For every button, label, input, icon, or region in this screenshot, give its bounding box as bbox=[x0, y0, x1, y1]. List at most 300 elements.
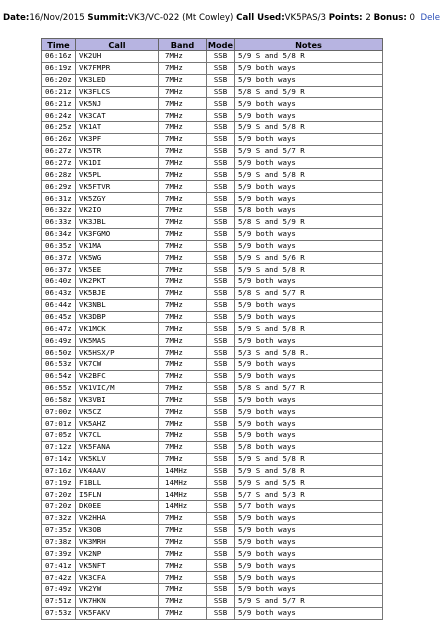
cell-call: VK3NBL bbox=[76, 299, 159, 311]
cell-time: 06:33z bbox=[42, 216, 76, 228]
cell-band: 7MHz bbox=[159, 441, 207, 453]
cell-call: VK3CFA bbox=[76, 572, 159, 584]
cell-band: 7MHz bbox=[159, 607, 207, 619]
cell-notes: 5/9 both ways bbox=[235, 583, 383, 595]
cell-band: 7MHz bbox=[159, 98, 207, 110]
cell-notes: 5/9 both ways bbox=[235, 430, 383, 442]
cell-notes: 5/9 both ways bbox=[235, 358, 383, 370]
cell-mode: SSB bbox=[207, 406, 235, 418]
cell-notes: 5/9 both ways bbox=[235, 524, 383, 536]
cell-band: 7MHz bbox=[159, 382, 207, 394]
cell-mode: SSB bbox=[207, 311, 235, 323]
cell-call: VK3DBP bbox=[76, 311, 159, 323]
cell-time: 07:42z bbox=[42, 572, 76, 584]
table-row bbox=[42, 394, 383, 406]
cell-time: 06:45z bbox=[42, 311, 76, 323]
cell-time: 06:26z bbox=[42, 133, 76, 145]
cell-time: 07:32z bbox=[42, 512, 76, 524]
cell-mode: SSB bbox=[207, 204, 235, 216]
cell-call: VK5AHZ bbox=[76, 418, 159, 430]
cell-call: VK5FAKV bbox=[76, 607, 159, 619]
table-row bbox=[42, 193, 383, 205]
cell-notes: 5/3 S and 5/8 R. bbox=[235, 347, 383, 359]
cell-time: 06:58z bbox=[42, 394, 76, 406]
table-row bbox=[42, 524, 383, 536]
cell-time: 07:35z bbox=[42, 524, 76, 536]
cell-time: 07:38z bbox=[42, 536, 76, 548]
cell-mode: SSB bbox=[207, 536, 235, 548]
summit-value: VK3/VC-022 (Mt Cowley) bbox=[128, 13, 234, 23]
cell-notes: 5/9 both ways bbox=[235, 548, 383, 560]
table-row bbox=[42, 133, 383, 145]
cell-band: 7MHz bbox=[159, 418, 207, 430]
table-row bbox=[42, 240, 383, 252]
cell-call: VK3VBI bbox=[76, 394, 159, 406]
cell-time: 07:12z bbox=[42, 441, 76, 453]
cell-notes: 5/9 both ways bbox=[235, 418, 383, 430]
cell-notes: 5/8 both ways bbox=[235, 204, 383, 216]
cell-band: 7MHz bbox=[159, 572, 207, 584]
cell-notes: 5/9 both ways bbox=[235, 276, 383, 288]
cell-notes: 5/9 both ways bbox=[235, 394, 383, 406]
cell-mode: SSB bbox=[207, 607, 235, 619]
cell-call: VK3PF bbox=[76, 133, 159, 145]
cell-time: 06:16z bbox=[42, 51, 76, 63]
cell-band: 7MHz bbox=[159, 394, 207, 406]
cell-call: VK5ZGY bbox=[76, 193, 159, 205]
table-row bbox=[42, 382, 383, 394]
cell-call: VK3FGMO bbox=[76, 228, 159, 240]
table-row bbox=[42, 358, 383, 370]
cell-time: 06:55z bbox=[42, 382, 76, 394]
table-row bbox=[42, 169, 383, 181]
cell-mode: SSB bbox=[207, 335, 235, 347]
cell-notes: 5/8 S and 5/9 R bbox=[235, 216, 383, 228]
cell-notes: 5/9 S and 5/8 R bbox=[235, 169, 383, 181]
cell-band: 7MHz bbox=[159, 181, 207, 193]
call-used-label: Call Used: bbox=[236, 13, 285, 23]
cell-band: 7MHz bbox=[159, 311, 207, 323]
cell-mode: SSB bbox=[207, 169, 235, 181]
cell-time: 06:31z bbox=[42, 193, 76, 205]
cell-mode: SSB bbox=[207, 430, 235, 442]
table-row bbox=[42, 287, 383, 299]
cell-call: VK3CAT bbox=[76, 110, 159, 122]
cell-time: 06:47z bbox=[42, 323, 76, 335]
cell-mode: SSB bbox=[207, 110, 235, 122]
cell-time: 07:14z bbox=[42, 453, 76, 465]
cell-notes: 5/8 S and 5/7 R bbox=[235, 382, 383, 394]
cell-notes: 5/9 both ways bbox=[235, 133, 383, 145]
cell-time: 07:20z bbox=[42, 501, 76, 513]
bonus-value: 0 bbox=[409, 13, 416, 23]
cell-band: 7MHz bbox=[159, 122, 207, 134]
cell-band: 7MHz bbox=[159, 264, 207, 276]
cell-notes: 5/9 both ways bbox=[235, 62, 383, 74]
table-row bbox=[42, 453, 383, 465]
cell-mode: SSB bbox=[207, 51, 235, 63]
cell-notes: 5/9 both ways bbox=[235, 181, 383, 193]
delete-link[interactable]: Dele bbox=[420, 13, 440, 23]
cell-time: 07:20z bbox=[42, 489, 76, 501]
cell-time: 06:28z bbox=[42, 169, 76, 181]
table-row bbox=[42, 560, 383, 572]
cell-call: VK5EE bbox=[76, 264, 159, 276]
table-row bbox=[42, 572, 383, 584]
table-row bbox=[42, 276, 383, 288]
cell-notes: 5/9 both ways bbox=[235, 335, 383, 347]
cell-time: 07:39z bbox=[42, 548, 76, 560]
cell-notes: 5/9 both ways bbox=[235, 311, 383, 323]
cell-mode: SSB bbox=[207, 276, 235, 288]
cell-time: 06:27z bbox=[42, 157, 76, 169]
cell-time: 06:21z bbox=[42, 86, 76, 98]
cell-time: 06:54z bbox=[42, 370, 76, 382]
cell-band: 7MHz bbox=[159, 157, 207, 169]
table-row bbox=[42, 86, 383, 98]
table-row bbox=[42, 204, 383, 216]
table-row bbox=[42, 122, 383, 134]
cell-time: 07:51z bbox=[42, 595, 76, 607]
cell-mode: SSB bbox=[207, 133, 235, 145]
cell-mode: SSB bbox=[207, 418, 235, 430]
cell-notes: 5/9 S and 5/6 R bbox=[235, 252, 383, 264]
cell-call: VK1DI bbox=[76, 157, 159, 169]
cell-time: 07:41z bbox=[42, 560, 76, 572]
cell-band: 7MHz bbox=[159, 169, 207, 181]
table-row bbox=[42, 181, 383, 193]
cell-band: 7MHz bbox=[159, 583, 207, 595]
cell-call: VK4AAV bbox=[76, 465, 159, 477]
cell-time: 07:05z bbox=[42, 430, 76, 442]
table-row bbox=[42, 299, 383, 311]
cell-band: 7MHz bbox=[159, 430, 207, 442]
cell-notes: 5/9 both ways bbox=[235, 98, 383, 110]
cell-time: 06:20z bbox=[42, 74, 76, 86]
cell-call: VK2PKT bbox=[76, 276, 159, 288]
cell-mode: SSB bbox=[207, 441, 235, 453]
table-row bbox=[42, 110, 383, 122]
cell-notes: 5/7 S and 5/3 R bbox=[235, 489, 383, 501]
cell-mode: SSB bbox=[207, 595, 235, 607]
cell-time: 06:34z bbox=[42, 228, 76, 240]
cell-mode: SSB bbox=[207, 524, 235, 536]
cell-mode: SSB bbox=[207, 453, 235, 465]
cell-notes: 5/7 both ways bbox=[235, 501, 383, 513]
cell-time: 06:40z bbox=[42, 276, 76, 288]
cell-call: VK1MCK bbox=[76, 323, 159, 335]
cell-notes: 5/9 both ways bbox=[235, 512, 383, 524]
date-value: 16/Nov/2015 bbox=[29, 13, 85, 23]
cell-mode: SSB bbox=[207, 252, 235, 264]
cell-call: VK2HHA bbox=[76, 512, 159, 524]
cell-band: 7MHz bbox=[159, 536, 207, 548]
cell-call: VK3MRH bbox=[76, 536, 159, 548]
cell-call: VK7CW bbox=[76, 358, 159, 370]
cell-band: 14MHz bbox=[159, 489, 207, 501]
cell-time: 07:01z bbox=[42, 418, 76, 430]
cell-call: VK5MAS bbox=[76, 335, 159, 347]
cell-call: F1BLL bbox=[76, 477, 159, 489]
cell-band: 7MHz bbox=[159, 370, 207, 382]
cell-band: 7MHz bbox=[159, 216, 207, 228]
cell-time: 07:00z bbox=[42, 406, 76, 418]
cell-mode: SSB bbox=[207, 370, 235, 382]
cell-notes: 5/9 S and 5/7 R bbox=[235, 145, 383, 157]
points-label: Points: bbox=[328, 13, 363, 23]
cell-mode: SSB bbox=[207, 382, 235, 394]
cell-time: 06:37z bbox=[42, 264, 76, 276]
cell-notes: 5/9 both ways bbox=[235, 560, 383, 572]
cell-band: 7MHz bbox=[159, 145, 207, 157]
cell-notes: 5/8 both ways bbox=[235, 441, 383, 453]
cell-notes: 5/9 both ways bbox=[235, 110, 383, 122]
cell-band: 7MHz bbox=[159, 86, 207, 98]
cell-band: 7MHz bbox=[159, 548, 207, 560]
cell-time: 06:21z bbox=[42, 98, 76, 110]
cell-call: VK5BJE bbox=[76, 287, 159, 299]
table-row bbox=[42, 583, 383, 595]
cell-mode: SSB bbox=[207, 477, 235, 489]
column-header-band: Band bbox=[159, 39, 207, 51]
cell-time: 06:53z bbox=[42, 358, 76, 370]
table-row bbox=[42, 430, 383, 442]
cell-mode: SSB bbox=[207, 181, 235, 193]
call-used-value: VK5PAS/3 bbox=[284, 13, 326, 23]
cell-band: 7MHz bbox=[159, 358, 207, 370]
table-row bbox=[42, 216, 383, 228]
table-row bbox=[42, 406, 383, 418]
cell-call: VK5FTVR bbox=[76, 181, 159, 193]
cell-band: 7MHz bbox=[159, 133, 207, 145]
cell-band: 7MHz bbox=[159, 595, 207, 607]
table-row bbox=[42, 441, 383, 453]
cell-mode: SSB bbox=[207, 62, 235, 74]
table-row bbox=[42, 536, 383, 548]
cell-mode: SSB bbox=[207, 512, 235, 524]
cell-band: 7MHz bbox=[159, 299, 207, 311]
cell-notes: 5/9 S and 5/8 R bbox=[235, 465, 383, 477]
activation-summary bbox=[3, 13, 440, 24]
cell-notes: 5/9 both ways bbox=[235, 299, 383, 311]
cell-call: VK5NFT bbox=[76, 560, 159, 572]
cell-mode: SSB bbox=[207, 98, 235, 110]
cell-band: 14MHz bbox=[159, 477, 207, 489]
cell-time: 06:50z bbox=[42, 347, 76, 359]
summit-label: Summit: bbox=[87, 13, 129, 23]
table-header-row bbox=[42, 39, 383, 51]
cell-notes: 5/9 both ways bbox=[235, 228, 383, 240]
cell-call: DK0EE bbox=[76, 501, 159, 513]
table-row bbox=[42, 418, 383, 430]
cell-call: VK3JBL bbox=[76, 216, 159, 228]
cell-call: VK2BFC bbox=[76, 370, 159, 382]
table-row bbox=[42, 607, 383, 619]
cell-band: 7MHz bbox=[159, 335, 207, 347]
cell-call: VK5PL bbox=[76, 169, 159, 181]
cell-mode: SSB bbox=[207, 358, 235, 370]
cell-mode: SSB bbox=[207, 216, 235, 228]
cell-time: 07:49z bbox=[42, 583, 76, 595]
cell-notes: 5/9 both ways bbox=[235, 406, 383, 418]
cell-mode: SSB bbox=[207, 287, 235, 299]
cell-time: 06:37z bbox=[42, 252, 76, 264]
cell-mode: SSB bbox=[207, 122, 235, 134]
cell-call: VK1VIC/M bbox=[76, 382, 159, 394]
cell-time: 07:19z bbox=[42, 477, 76, 489]
cell-notes: 5/9 both ways bbox=[235, 572, 383, 584]
cell-band: 7MHz bbox=[159, 62, 207, 74]
cell-mode: SSB bbox=[207, 560, 235, 572]
cell-call: VK3OB bbox=[76, 524, 159, 536]
table-row bbox=[42, 370, 383, 382]
cell-band: 7MHz bbox=[159, 193, 207, 205]
cell-mode: SSB bbox=[207, 228, 235, 240]
cell-mode: SSB bbox=[207, 572, 235, 584]
cell-time: 06:32z bbox=[42, 204, 76, 216]
cell-mode: SSB bbox=[207, 299, 235, 311]
cell-band: 7MHz bbox=[159, 560, 207, 572]
cell-notes: 5/9 S and 5/8 R bbox=[235, 323, 383, 335]
cell-notes: 5/9 S and 5/8 R bbox=[235, 51, 383, 63]
qso-log-table bbox=[41, 38, 383, 620]
cell-band: 7MHz bbox=[159, 406, 207, 418]
table-row bbox=[42, 311, 383, 323]
cell-call: VK3FLCS bbox=[76, 86, 159, 98]
cell-notes: 5/9 both ways bbox=[235, 607, 383, 619]
cell-mode: SSB bbox=[207, 145, 235, 157]
cell-band: 7MHz bbox=[159, 228, 207, 240]
cell-time: 06:29z bbox=[42, 181, 76, 193]
cell-time: 06:43z bbox=[42, 287, 76, 299]
cell-band: 7MHz bbox=[159, 453, 207, 465]
table-row bbox=[42, 264, 383, 276]
cell-band: 7MHz bbox=[159, 524, 207, 536]
cell-mode: SSB bbox=[207, 193, 235, 205]
table-row bbox=[42, 157, 383, 169]
cell-band: 7MHz bbox=[159, 110, 207, 122]
table-row bbox=[42, 512, 383, 524]
table-row bbox=[42, 548, 383, 560]
cell-band: 7MHz bbox=[159, 287, 207, 299]
cell-time: 06:49z bbox=[42, 335, 76, 347]
table-row bbox=[42, 489, 383, 501]
cell-mode: SSB bbox=[207, 548, 235, 560]
cell-notes: 5/8 S and 5/9 R bbox=[235, 86, 383, 98]
table-row bbox=[42, 347, 383, 359]
cell-mode: SSB bbox=[207, 157, 235, 169]
cell-notes: 5/9 S and 5/8 R bbox=[235, 453, 383, 465]
cell-time: 06:24z bbox=[42, 110, 76, 122]
column-header-call: Call bbox=[76, 39, 159, 51]
cell-time: 06:35z bbox=[42, 240, 76, 252]
cell-notes: 5/9 S and 5/7 R bbox=[235, 595, 383, 607]
cell-call: VK5KLV bbox=[76, 453, 159, 465]
table-row bbox=[42, 98, 383, 110]
cell-time: 07:16z bbox=[42, 465, 76, 477]
cell-notes: 5/8 S and 5/7 R bbox=[235, 287, 383, 299]
cell-call: VK7FMPR bbox=[76, 62, 159, 74]
cell-call: VK2YW bbox=[76, 583, 159, 595]
cell-mode: SSB bbox=[207, 501, 235, 513]
cell-call: VK5WG bbox=[76, 252, 159, 264]
cell-band: 7MHz bbox=[159, 204, 207, 216]
cell-band: 7MHz bbox=[159, 252, 207, 264]
cell-band: 7MHz bbox=[159, 51, 207, 63]
table-row bbox=[42, 74, 383, 86]
cell-band: 7MHz bbox=[159, 323, 207, 335]
cell-call: VK5TR bbox=[76, 145, 159, 157]
cell-time: 06:25z bbox=[42, 122, 76, 134]
cell-band: 7MHz bbox=[159, 512, 207, 524]
table-row bbox=[42, 477, 383, 489]
table-row bbox=[42, 62, 383, 74]
table-body bbox=[42, 51, 383, 620]
cell-call: I5FLN bbox=[76, 489, 159, 501]
cell-notes: 5/9 both ways bbox=[235, 370, 383, 382]
cell-band: 14MHz bbox=[159, 465, 207, 477]
cell-notes: 5/9 S and 5/8 R bbox=[235, 264, 383, 276]
cell-call: VK2UH bbox=[76, 51, 159, 63]
cell-band: 14MHz bbox=[159, 501, 207, 513]
cell-mode: SSB bbox=[207, 240, 235, 252]
cell-mode: SSB bbox=[207, 347, 235, 359]
points-value: 2 bbox=[365, 13, 371, 23]
cell-notes: 5/9 S and 5/5 R bbox=[235, 477, 383, 489]
bonus-label: Bonus: bbox=[373, 13, 407, 23]
cell-mode: SSB bbox=[207, 86, 235, 98]
cell-mode: SSB bbox=[207, 323, 235, 335]
cell-notes: 5/9 both ways bbox=[235, 74, 383, 86]
table-row bbox=[42, 51, 383, 63]
cell-call: VK1MA bbox=[76, 240, 159, 252]
cell-notes: 5/9 both ways bbox=[235, 240, 383, 252]
cell-band: 7MHz bbox=[159, 276, 207, 288]
cell-call: VK5CZ bbox=[76, 406, 159, 418]
table-row bbox=[42, 145, 383, 157]
column-header-time: Time bbox=[42, 39, 76, 51]
cell-mode: SSB bbox=[207, 394, 235, 406]
cell-call: VK5HSX/P bbox=[76, 347, 159, 359]
cell-mode: SSB bbox=[207, 74, 235, 86]
cell-call: VK2IO bbox=[76, 204, 159, 216]
cell-notes: 5/9 both ways bbox=[235, 157, 383, 169]
cell-notes: 5/9 S and 5/8 R bbox=[235, 122, 383, 134]
cell-call: VK2NP bbox=[76, 548, 159, 560]
table-row bbox=[42, 465, 383, 477]
cell-call: VK7HKN bbox=[76, 595, 159, 607]
cell-call: VK1AT bbox=[76, 122, 159, 134]
cell-band: 7MHz bbox=[159, 347, 207, 359]
cell-band: 7MHz bbox=[159, 240, 207, 252]
cell-time: 06:44z bbox=[42, 299, 76, 311]
cell-call: VK5FANA bbox=[76, 441, 159, 453]
cell-band: 7MHz bbox=[159, 74, 207, 86]
cell-notes: 5/9 both ways bbox=[235, 536, 383, 548]
cell-time: 06:19z bbox=[42, 62, 76, 74]
cell-mode: SSB bbox=[207, 465, 235, 477]
cell-mode: SSB bbox=[207, 264, 235, 276]
table-row bbox=[42, 228, 383, 240]
cell-time: 06:27z bbox=[42, 145, 76, 157]
cell-call: VK5NJ bbox=[76, 98, 159, 110]
cell-mode: SSB bbox=[207, 583, 235, 595]
cell-notes: 5/9 both ways bbox=[235, 193, 383, 205]
table-row bbox=[42, 595, 383, 607]
table-row bbox=[42, 335, 383, 347]
table-row bbox=[42, 501, 383, 513]
cell-call: VK3LED bbox=[76, 74, 159, 86]
